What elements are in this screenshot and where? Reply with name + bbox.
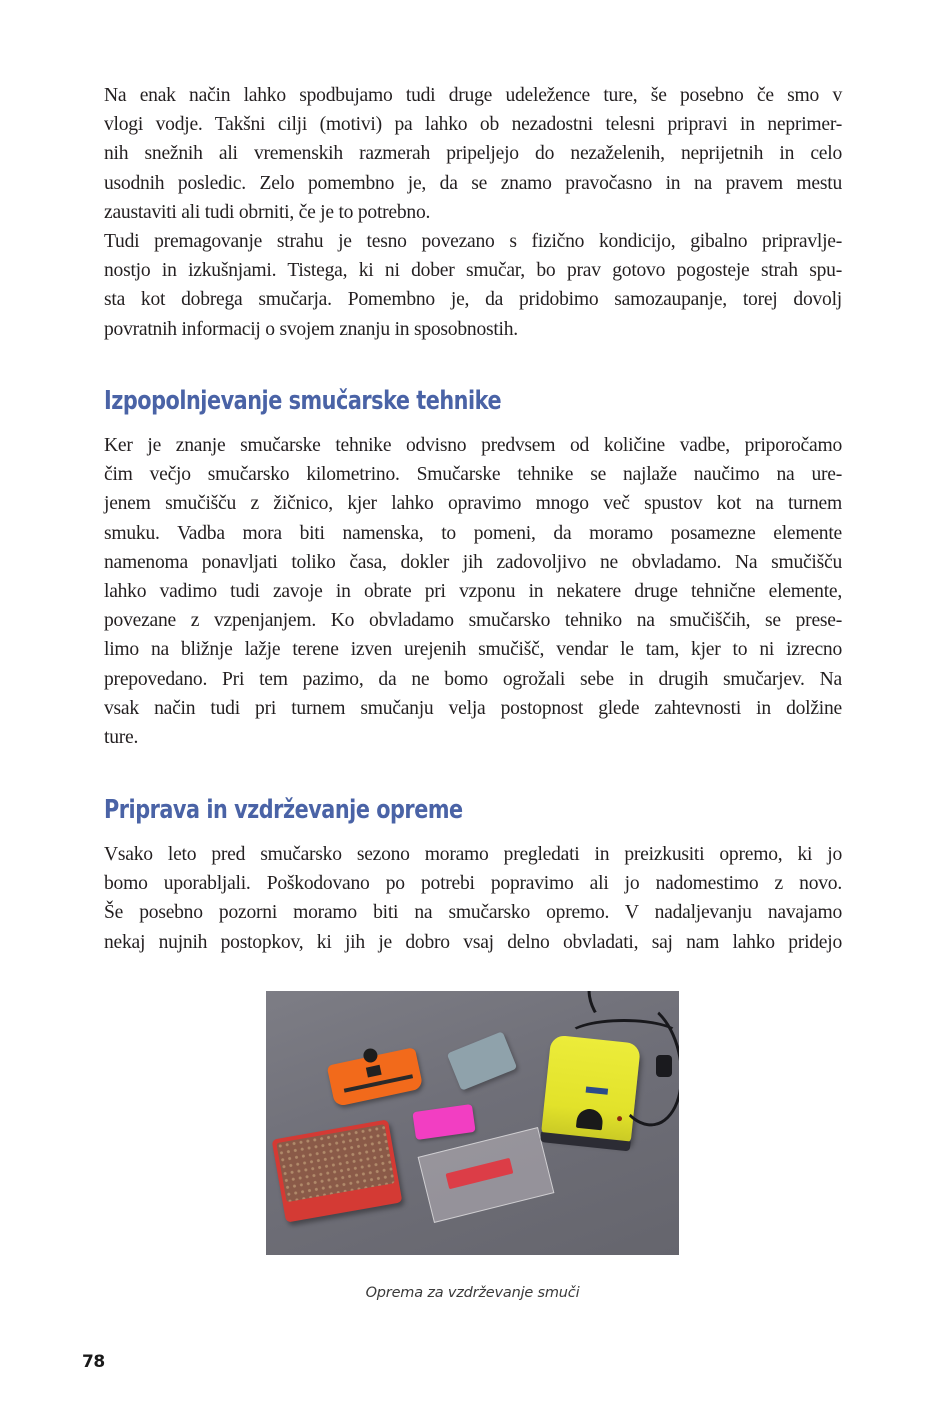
scraper-logo bbox=[445, 1158, 513, 1189]
iron-base bbox=[540, 1132, 631, 1151]
power-plug-image bbox=[656, 1055, 672, 1077]
text-line: Še posebno pozorni moramo biti na smučarsko opremo. V nadaljevanju navajamo bbox=[104, 902, 842, 924]
page-number: 78 bbox=[82, 1352, 105, 1372]
text-line: nostjo in izkušnjami. Tistega, ki ni dober smučar, bo prav gotovo pogosteje strah spu- bbox=[104, 260, 842, 282]
intro-paragraph-1 bbox=[104, 81, 842, 227]
grey-wax-block-image bbox=[447, 1031, 518, 1091]
text-line: Na enak način lahko spodbujamo tudi druge udeležence ture, še posebno če smo v bbox=[104, 85, 842, 106]
text-line: smuku. Vadba mora biti namenska, to pomeni, da moramo posamezne elemente bbox=[104, 522, 842, 544]
edge-tuner-image bbox=[327, 1047, 424, 1107]
text-line: jenem smučišču z žičnico, kjer lahko opravimo mnogo več spustov kot na turnem bbox=[104, 493, 842, 515]
text-line: usodnih posledic. Zelo pomembno je, da se znamo pravočasno in na pravem mestu bbox=[104, 172, 842, 194]
text-line: nih snežnih ali vremenskih razmerah pripeljejo do nezaželenih, neprijetnih in celo bbox=[104, 143, 842, 165]
equipment-photo bbox=[266, 991, 679, 1255]
section-technique-body bbox=[104, 431, 842, 752]
text-line: Vsako leto pred smučarsko sezono moramo pregledati in preizkusiti opremo, ki jo bbox=[104, 844, 842, 865]
text-line: lahko vadimo tudi zavoje in obrate pri vzponu in nekatere druge tehnične elemente, bbox=[104, 580, 842, 602]
pink-wax-block-image bbox=[412, 1104, 475, 1140]
text-line: nekaj nujnih postopkov, ki jih je dobro vsaj delno obvladati, saj nam lahko pridejo bbox=[104, 931, 842, 953]
section-heading-equipment: Priprava in vzdrževanje opreme bbox=[104, 795, 463, 825]
text-line: vlogi vodje. Takšni cilji (motivi) pa lahko ob nezadostni telesni pripravi in neprimer- bbox=[104, 114, 842, 136]
brush-bristles bbox=[276, 1124, 395, 1202]
text-line: zaustaviti ali tudi obrniti, če je to potrebno. bbox=[104, 201, 431, 223]
edge-tuner-knob bbox=[362, 1047, 379, 1064]
brass-brush-image bbox=[272, 1119, 403, 1222]
text-line: povratnih informacij o svojem znanju in sposobnostih. bbox=[104, 318, 518, 340]
edge-tuner-slot bbox=[344, 1074, 413, 1092]
section-equipment-body bbox=[104, 840, 842, 957]
text-line: sta kot dobrega smučarja. Pomembno je, da pridobimo samozaupanje, torej dovolj bbox=[104, 289, 842, 311]
intro-paragraph-2 bbox=[104, 227, 842, 344]
iron-brand-label bbox=[586, 1086, 609, 1094]
iron-dial bbox=[576, 1108, 604, 1131]
edge-tuner-window bbox=[366, 1065, 382, 1078]
text-line: ture. bbox=[104, 726, 139, 748]
text-line: vsak način tudi pri turnem smučanju velja postopnost glede zahtevnosti in dolžine bbox=[104, 697, 842, 719]
text-line: namenoma ponavljati toliko časa, dokler jih zadovoljivo ne obvladamo. Na smučišču bbox=[104, 551, 842, 573]
text-line: povezane z vzpenjanjem. Ko obvladamo smučarsko tehniko na smučiščih, se prese- bbox=[104, 610, 842, 632]
section-heading-technique: Izpopolnjevanje smučarske tehnike bbox=[104, 386, 502, 416]
text-line: bomo uporabljali. Poškodovano po potrebi popravimo ali jo nadomestimo z novo. bbox=[104, 873, 842, 895]
text-line: prepovedano. Pri tem pazimo, da ne bomo ogrožali sebe in drugih smučarjev. Na bbox=[104, 668, 842, 690]
plastic-scraper-image bbox=[418, 1127, 555, 1223]
text-line: Ker je znanje smučarske tehnike odvisno predvsem od količine vadbe, priporočamo bbox=[104, 435, 842, 456]
figure-caption: Oprema za vzdrževanje smuči bbox=[365, 1285, 580, 1301]
text-line: Tudi premagovanje strahu je tesno povezano s fizično kondicijo, gibalno pripravlje- bbox=[104, 231, 842, 252]
iron-led bbox=[617, 1116, 622, 1121]
text-line: limo na bližnje lažje terene izven urejenih smučišč, vendar le tam, kjer to ni izrecno bbox=[104, 639, 842, 661]
text-line: čim večjo smučarsko kilometrino. Smučarske tehnike se najlaže naučimo na ure- bbox=[104, 464, 842, 486]
